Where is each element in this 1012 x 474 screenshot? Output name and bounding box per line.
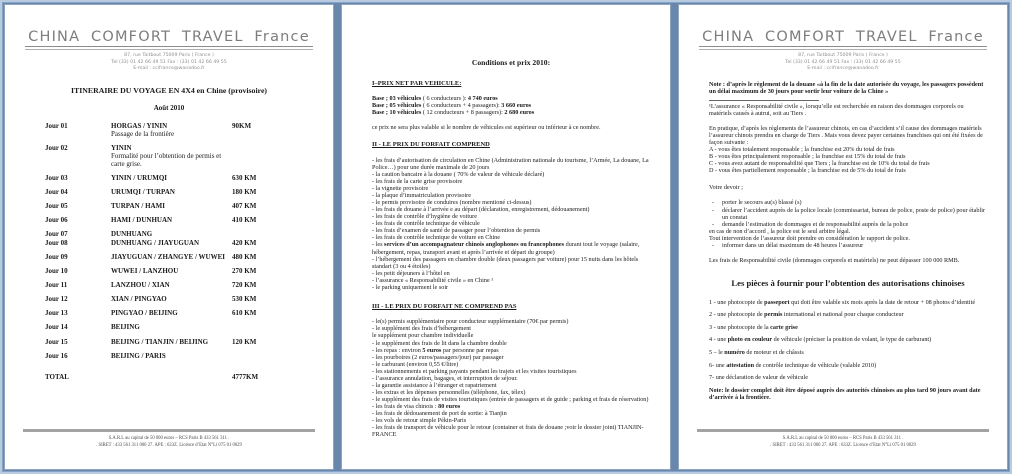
required-document-item: 1 - une photocopie de passeport qui doit être valable six mois après la date de retour + 08 photos d’identité [709, 298, 976, 306]
required-documents-heading: Les pièces à fournir pour l’obtention des autorisations chinoises [731, 277, 965, 288]
telfax-line: Tel (33) 01 42 66 49 51 Fax : (33) 01 42 66 49 55 [111, 59, 227, 65]
itinerary-row [45, 267, 319, 275]
itinerary-row [45, 230, 319, 238]
franchise-line: B - vous êtes principalement responsable ; la franchise est 15% du total de frais [709, 153, 906, 161]
document-workspace [2, 2, 1010, 472]
day-label: Jour 07 [45, 230, 68, 239]
route-label: TURPAN / HAMI [111, 202, 165, 211]
company-header [679, 29, 1007, 73]
route-label: BEIJING / TIANJIN / BEIJING [111, 337, 209, 346]
company-logo-text: CHINA COMFORT TRAVEL France [28, 29, 310, 45]
day-label: Jour 11 [45, 281, 68, 290]
day-label: Jour 10 [45, 267, 68, 276]
price-line: Base ; 05 véhicules ( 6 conducteurs + 4 passagers): 3 660 euros [372, 102, 532, 110]
itinerary-row [45, 202, 319, 210]
total-label: TOTAL [45, 372, 69, 381]
distance-label: 90KM [232, 121, 252, 130]
footnote-text: ¹L’assurance « Responsabilité civile », lorsqu’elle est recherchée en raison des dommages corporels ou matériels causés à autrui, soit au Tiers . [709, 102, 964, 117]
insurance-paragraph: En pratique, d’après les règlements de l’assureur chinois, en cas d’accident s’il cause des dommages matériels l’assureur chinois prendra en charge de Tiers . Mais vous devez payer certaines franchises qui ont été fixées de façon suivante : [709, 124, 983, 147]
telfax-line: Tel (33) 01 42 66 49 51 Fax : (33) 01 42 66 49 55 [785, 59, 901, 65]
distance-label: 410 KM [232, 216, 257, 225]
header-divider [699, 46, 988, 50]
customs-note: Note : d’après le règlement de la douane «à la fin de la date autorisée du voyage, les passagers possèdent un délai maximum de 30 jours pour sortir leur voiture de la Chine » [709, 80, 984, 95]
route-label: YININ [111, 143, 132, 152]
itinerary-row [45, 188, 319, 196]
not-included-list [372, 318, 650, 438]
day-label: Jour 12 [45, 295, 68, 304]
not-included-item: - les extras et les dépenses personnelles (téléphone, fax, télex) [372, 388, 526, 396]
itinerary-row [45, 122, 319, 138]
route-label: WUWEI / LANZHOU [111, 267, 179, 276]
included-item: - les frais de contrôle technique de véhicule [372, 220, 480, 228]
liability-cap-note: Les frais de Responsabilité civile (dommages corporels et matériels) ne peut dépasser 100 000 RMB. [709, 256, 960, 264]
price-line: Base ; 10 véhicules ( 12 conducteurs + 8 passagers): 2 680 euros [372, 109, 535, 117]
page-footer [679, 429, 1007, 449]
day-label: Jour 06 [45, 216, 68, 225]
distance-label: 420 KM [232, 239, 257, 248]
company-address [679, 53, 1007, 73]
day-label: Jour 03 [45, 173, 68, 182]
distance-label: 480 KM [232, 253, 257, 262]
not-included-item: - les stationnements et parking payants pendant les trajets et les visites touristiques [372, 367, 577, 375]
not-included-item: - la garantie assistance à l’étranger et rapatriement [372, 381, 497, 389]
page-3 [678, 4, 1008, 470]
not-included-item: - les repas : environ 5 euros par personne par repas [372, 346, 499, 354]
duty-list [709, 199, 987, 248]
address-line: 87, rue Taitbout 75009 Paris ( France ) [124, 53, 214, 58]
itinerary-row [45, 253, 319, 261]
day-label: Jour 05 [45, 202, 68, 211]
footer-line-1: S.A.R.L au capital de 50 000 euros – RCS Paris B 433 561 311 . [782, 435, 904, 441]
required-document-item: 2 - une photocopie de permis international et national pour chaque conducteur [709, 311, 904, 319]
itinerary-row [45, 281, 319, 289]
route-label: JIAYUGUAN / ZHANGYE / WUWEI [111, 253, 225, 262]
not-included-item: - l’assurance annulation, bagages, et interruption de séjour. [372, 374, 518, 382]
included-item: - le parking uniquement le soir [372, 283, 449, 291]
duty-heading: Votre devoir ; [709, 184, 743, 192]
footer-divider [23, 429, 315, 432]
included-item: - les frais de contrôle technique de voiture en Chine [372, 234, 501, 242]
itinerary-row [45, 216, 319, 224]
not-included-item: - les pourboires (2 euros/passagers/jour) par passager [372, 353, 504, 361]
distance-label [232, 144, 319, 168]
distance-label: 720 KM [232, 281, 257, 290]
distance-label: 407 KM [232, 202, 257, 211]
distance-label: 610 KM [232, 309, 257, 318]
price-base-lines [372, 95, 650, 116]
included-item: - la plaque d’immatriculation provisoire [372, 192, 471, 200]
price-line: Base ; 03 véhicules ( 6 conducteurs ): 4 740 euros [372, 95, 498, 103]
included-item: - la vignette provisoire [372, 184, 429, 192]
header-divider [25, 46, 314, 50]
day-label: Jour 15 [45, 337, 68, 346]
route-note: Passage de la frontière [111, 129, 175, 138]
not-included-item: - le carburant (environ 0,55 €/litre) [372, 360, 459, 368]
route-label: BEIJING / PARIS [111, 351, 166, 360]
distance-label: 530 KM [232, 295, 257, 304]
day-label: Jour 04 [45, 188, 68, 197]
itinerary-row [45, 144, 319, 168]
route-label: HORGAS / YININ [111, 121, 168, 130]
included-item: - les frais de contrôle d’hygiène de voiture [372, 213, 477, 221]
duty-item: Tout intervention de l’assureur doit prendre en considération le rapport de police. [709, 234, 910, 242]
required-document-item: 3 - une photocopie de la carte grise [709, 323, 798, 331]
day-label: Jour 13 [45, 309, 68, 318]
not-included-item: - les vols de retour simple Pékin-Paris [372, 417, 467, 425]
itinerary-row [45, 295, 319, 303]
conditions-title: Conditions et prix 2010: [471, 58, 551, 67]
footer-divider [697, 429, 989, 432]
section-3-heading: III - LE PRIX DU FORFAIT NE COMPREND PAS [372, 302, 517, 310]
distance-label: 120 KM [232, 337, 257, 346]
company-header [5, 29, 333, 73]
itinerary-date: Août 2010 [153, 103, 185, 112]
email-line: E-mail : ccifrance@wanadoo.fr [807, 66, 879, 72]
route-label: YININ / URUMQI [111, 173, 167, 182]
route-label: DUNHUANG [111, 230, 153, 239]
included-item: - l’assurance « Responsabilité civile » en Chine ¹ [372, 276, 494, 284]
duty-item: en cas de non d’accord , la police est le seul arbitre légal. [709, 227, 851, 235]
required-document-item: 5 – le numéro de moteur et de châssis [709, 349, 804, 357]
itinerary-row [45, 174, 319, 182]
duty-item: - demande l’estimation de dommages et de responsabilité auprès de la police [712, 220, 909, 228]
not-included-item: - le supplément des frais de lit dans la chambre double [372, 339, 507, 347]
duty-item: - informer dans un délai maximum de 48 heures l’assureur [712, 241, 864, 249]
section-2-heading: II - LE PRIX DU FORFAIT COMPREND [372, 141, 490, 149]
included-item: - les frais d’examen de santé de passager pour l’obtention de permis [372, 227, 541, 235]
footnote-divider [709, 100, 819, 101]
route-label: PINGYAO / BEIJING [111, 309, 178, 318]
distance-label [232, 323, 319, 331]
itinerary-table [45, 122, 319, 360]
included-item: - les frais d’autorisation de circulation en Chine (Administration nationale du tourisme, l’Armée, La douane, La Police…) pour une durée maximale de 20 jours [372, 156, 649, 171]
franchise-list [709, 146, 987, 174]
included-item: - le permis provisoire de conduires (nombre mentioné ci-dessus) [372, 199, 532, 207]
franchise-line: C - vous avez autant de responsabilité que Tiers ; la franchise est de 10% du total de frais [709, 160, 930, 168]
section-1-heading: I–PRIX NET PAR VEHICULE: [372, 79, 462, 87]
day-label: Jour 01 [45, 121, 68, 130]
price-validity-note: ce prix ne sera plus valable si le nombre de véhicules est supérieur ou inférieur à ce nombre. [372, 124, 601, 132]
day-label: Jour 16 [45, 351, 68, 360]
distance-label [232, 352, 319, 360]
distance-label: 180 KM [232, 188, 257, 197]
not-included-item: - le(s) permis supplémentaire pour conducteur supplémentaire (70€ par permis) [372, 318, 569, 326]
required-documents-list [709, 299, 987, 381]
route-note: Formalité pour l’obtention de permis et carte grise. [111, 151, 222, 168]
itinerary-row [45, 352, 319, 360]
deadline-note: Note: le dossier complet doit être déposé auprès des autorités chinoises au plus tard 90 jours avant date d’arrivée à la frontière. [709, 386, 981, 401]
distance-label: 630 KM [232, 173, 257, 182]
included-item: - les frais de la carte grise provisoire [372, 177, 463, 185]
route-label: BEIJING [111, 323, 140, 332]
address-line: 87, rue Taitbout 75009 Paris ( France ) [798, 53, 888, 58]
page-2 [341, 4, 671, 470]
day-label: Jour 02 [45, 143, 68, 152]
day-label: Jour 14 [45, 323, 68, 332]
footer-line-2: . SIRET : 433 561 311 000 27. APE : 633Z. Licence d’Etat N°Li 075 01 0029 [770, 442, 916, 448]
franchise-line: A - vous êtes totalement responsable ; la franchise est 20% du total de frais [709, 146, 895, 154]
not-included-item: - le supplément des frais de visites touristiques (entrée de passagers et de guide ; parking et frais de réservation) [372, 396, 649, 403]
not-included-item: - le supplément des frais d’hébergement [372, 325, 472, 333]
footer-line-2: . SIRET : 433 561 311 000 27. APE : 633Z. Licence d’Etat N°Li 075 01 0029 [96, 442, 242, 448]
required-document-item: 6- une attestation de contrôle technique de véhicule (valable 2010) [709, 361, 877, 369]
not-included-item: le supplément pour chambre individuelle [372, 332, 474, 340]
page-1 [4, 4, 334, 470]
day-label: Jour 08 [45, 239, 68, 248]
included-item: - les frais de douane à l’arrivée e au départ (déclaration, enregistrement, dédouanement) [372, 206, 590, 214]
included-item: - les petit déjeuners à l’hôtel en [372, 269, 450, 277]
route-label: HAMI / DUNHUAN [111, 216, 173, 225]
duty-item: - déclarer l’accident auprès de la police locale (commissariat, bureau de police, poste de police) pour établir un constat [712, 206, 986, 221]
company-logo-text: CHINA COMFORT TRAVEL France [702, 29, 984, 45]
itinerary-row [45, 309, 319, 317]
itinerary-row [45, 239, 319, 247]
distance-label: 270 KM [232, 267, 257, 276]
not-included-item: - les frais de dédouanement de port de sortie: à Tianjin [372, 410, 507, 418]
total-row [45, 373, 319, 381]
company-address [5, 53, 333, 73]
duty-item: - porter le secours au(s) blassé (s) [712, 199, 802, 207]
required-document-item: 7- une déclaration de valeur de véhicule [709, 374, 808, 382]
required-document-item: 4 - une photo en couleur de véhicule (préciser la position de volant, le type de carburant) [709, 336, 932, 344]
footer-line-1: S.A.R.L au capital de 50 000 euros – RCS Paris B 433 561 311 . [108, 435, 230, 441]
total-distance: 4777KM [232, 372, 259, 381]
distance-label [232, 230, 319, 238]
franchise-line: D - vous êtes partiellement responsable ; la franchise est de 5% du total de frais [709, 167, 906, 175]
included-item: - l’hébergement des passagers en chambre double (deux passagers par voiture) pour 15 nuits dans les hôtels standart (3 ou 4 étoiles) [372, 255, 639, 270]
not-included-item: - les frais de visa chinois : 80 euros [372, 403, 461, 411]
route-label: URUMQI / TURPAN [111, 188, 175, 197]
page-footer [5, 429, 333, 449]
included-item: - la caution bancaire à la douane ( 70% de valeur de véhicule déclaré) [372, 170, 545, 178]
route-label: DUNHUANG / JIAYUGUAN [111, 239, 200, 248]
itinerary-row [45, 323, 319, 331]
day-label: Jour 09 [45, 253, 68, 262]
route-label: XIAN / PINGYAO [111, 295, 167, 304]
itinerary-title: ITINERAIRE DU VOYAGE EN 4X4 en Chine (provisoire) [70, 85, 268, 95]
included-list [372, 157, 650, 291]
included-item: - les services d’un accompagnateur chinois anglophones ou francophones durant tout le voyage (salaire, hébergement, repas, transport avant et après l’arrivée et départ du groupe) [372, 241, 640, 256]
not-included-item: - les frais de transport de véhicule pour le retour (container et frais de douane ;voir le dossier joint) TIANJIN-FRANCE [372, 424, 644, 439]
route-label: LANZHOU / XIAN [111, 281, 170, 290]
itinerary-row [45, 338, 319, 346]
email-line: E-mail : ccifrance@wanadoo.fr [133, 66, 205, 72]
